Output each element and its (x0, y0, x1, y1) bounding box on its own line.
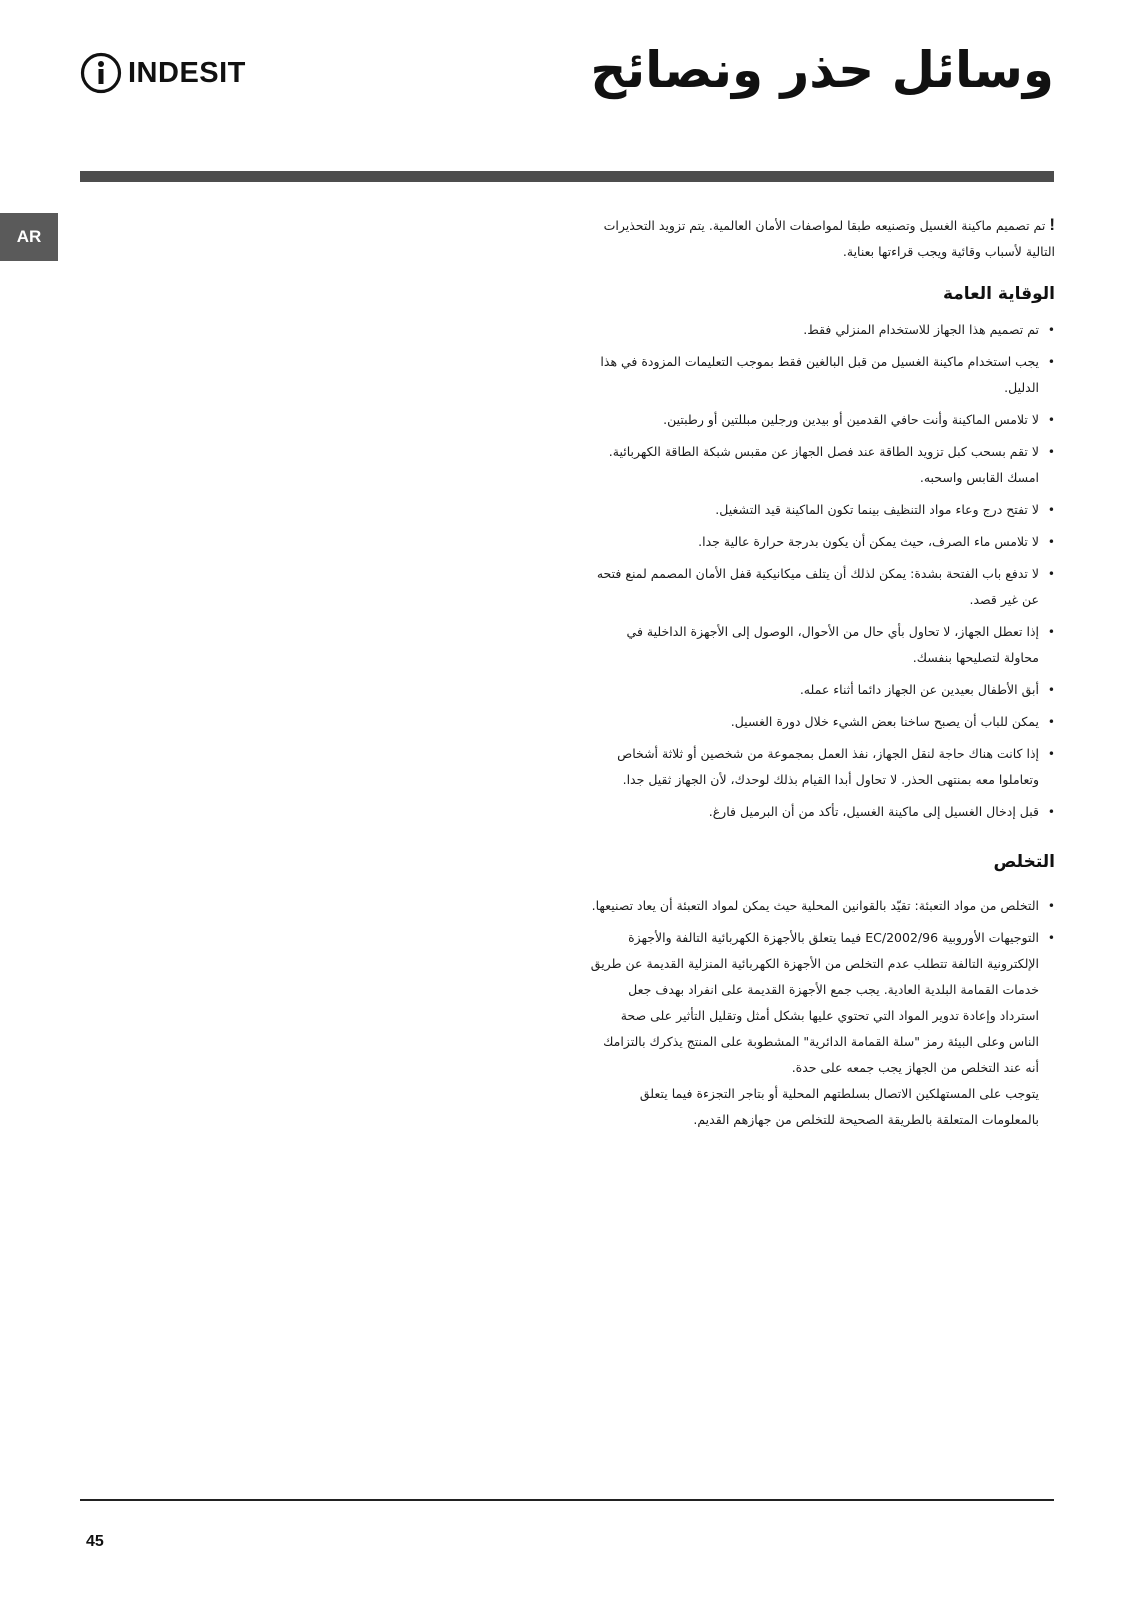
page-number: 45 (86, 1533, 104, 1550)
warning-mark-icon: ! (1049, 215, 1055, 234)
list-item: • إذا تعطل الجهاز، لا تحاول بأي حال من الأحوال، الوصول إلى الأجهزة الداخلية في محاولة لتصليحها بنفسك. (590, 619, 1055, 671)
header-divider (80, 171, 1054, 182)
list-item: • قبل إدخال الغسيل إلى ماكينة الغسيل، تأكد من أن البرميل فارغ. (590, 799, 1055, 825)
list-item: • يجب استخدام ماكينة الغسيل من قبل البالغين فقط بموجب التعليمات المزودة في هذا الدليل. (590, 349, 1055, 401)
section-heading-general: الوقاية العامة (942, 284, 1055, 304)
list-item: • تم تصميم هذا الجهاز للاستخدام المنزلي فقط. (590, 317, 1055, 343)
section-heading-disposal: التخلص (993, 852, 1055, 872)
list-item: • لا تقم بسحب كبل تزويد الطاقة عند فصل الجهاز عن مقبس شبكة الطاقة الكهربائية. امسك القابس واسحبه. (590, 439, 1055, 491)
page-title: وسائل حذر ونصائح (590, 41, 1054, 99)
language-tab: AR (0, 213, 58, 261)
list-item: • لا تلامس ماء الصرف، حيث يمكن أن يكون بدرجة حرارة عالية جدا. (590, 529, 1055, 555)
list-item: • التخلص من مواد التعبئة: تقيّد بالقوانين المحلية حيث يمكن لمواد التعبئة أن يعاد تصنيعها. (590, 893, 1055, 919)
general-precautions-list (590, 317, 1055, 825)
indesit-logo-icon (80, 52, 122, 94)
list-item: • لا تلامس الماكينة وأنت حافي القدمين أو بيدين ورجلين مبللتين أو رطبتين. (590, 407, 1055, 433)
list-item: • لا تفتح درج وعاء مواد التنظيف بينما تكون الماكينة قيد التشغيل. (590, 497, 1055, 523)
footer-divider (80, 1499, 1054, 1501)
main-content (590, 212, 1055, 1139)
list-item: • لا تدفع باب الفتحة بشدة: يمكن لذلك أن يتلف ميكانيكية قفل الأمان المصمم لمنع فتحه عن غير قصد. (590, 561, 1055, 613)
list-item: • إذا كانت هناك حاجة لنقل الجهاز، نفذ العمل بمجموعة من شخصين أو ثلاثة أشخاص وتعاملوا معه بمنتهى الحذر. لا تحاول أبدا القيام بذلك لوحدك، لأن الجهاز ثقيل جدا. (590, 741, 1055, 793)
disposal-note: يتوجب على المستهلكين الاتصال بسلطتهم المحلية أو بتاجر التجزءة فيما يتعلق بالمعلومات المتعلقة بالطريقة الصحيحة للتخلص من جهازهم القديم. (639, 1086, 1039, 1127)
intro-paragraph (590, 212, 1055, 265)
list-item: • أبق الأطفال بعيدين عن الجهاز دائما أثناء عمله. (590, 677, 1055, 703)
list-item: • التوجيهات الأوروبية 2002/96/EC فيما يتعلق بالأجهزة الكهربائية التالفة والأجهزة الإلكترونية التالفة تتطلب عدم التخلص من الأجهزة الكهربائية المنزلية القديمة عن طريق خدمات القمامة البلدية العادية. يجب جمع الأجهزة القديمة على انفراد بهدف جعل استرداد وإعادة تدوير المواد التي تحتوي عليها بشكل أمثل وتقليل التأثير على صحة الناس وعلى البيئة رمز "سلة القمامة الدائرية" المشطوبة على المنتج يذكرك بالتزامك أنه عند التخلص من الجهاز يجب جمعه على حدة. (590, 925, 1055, 1081)
indesit-logo (80, 50, 246, 96)
disposal-list (590, 893, 1055, 1133)
brand-name: INDESIT (128, 56, 246, 89)
intro-text: تم تصميم ماكينة الغسيل وتصنيعه طبقا لمواصفات الأمان العالمية. يتم تزويد التحذيرات التالية لأسباب وقائية ويجب قراءتها بعناية. (603, 218, 1055, 259)
list-item: • يمكن للباب أن يصبح ساخنا بعض الشيء خلال دورة الغسيل. (590, 709, 1055, 735)
